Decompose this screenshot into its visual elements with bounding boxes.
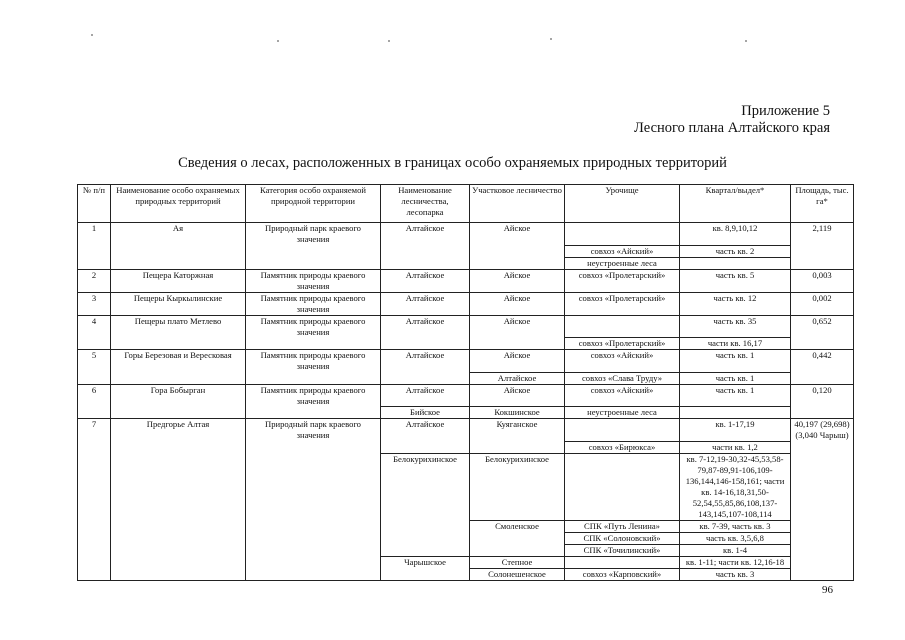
cell-district: Степное (470, 556, 565, 568)
cell-district: Белокурихинское (470, 453, 565, 520)
cell-quarter (680, 257, 791, 269)
cell-district: Айское (470, 384, 565, 407)
header-quarter: Квартал/выдел* (680, 185, 791, 223)
cell-name: Горы Березовая и Вересковая (111, 350, 246, 373)
cell-num: 1 (78, 223, 111, 246)
page-title: Сведения о лесах, расположенных в границах особо охраняемых природных территорий (178, 155, 727, 171)
header-category: Категория особо охраняемой природной территории (246, 185, 381, 223)
cell-category: Природный парк краевого значения (246, 419, 381, 442)
table-row (78, 315, 854, 338)
header-area: Площадь, тыс. га* (791, 185, 854, 223)
appendix-line-1: Приложение 5 (741, 103, 830, 119)
table-row (78, 257, 854, 269)
table-row (78, 556, 854, 568)
cell-quarter: часть кв. 5 (680, 269, 791, 292)
table-row (78, 292, 854, 315)
cell-forestry: Алтайское (381, 223, 470, 246)
cell-num: 2 (78, 269, 111, 292)
scan-speck (277, 40, 279, 42)
table-row (78, 453, 854, 520)
cell-quarter: части кв. 16,17 (680, 338, 791, 350)
scan-speck (550, 38, 552, 40)
cell-tract (565, 315, 680, 338)
cell-tract: совхоз «Айский» (565, 245, 680, 257)
table-header-row (78, 185, 854, 223)
cell-tract: совхоз «Слава Труду» (565, 372, 680, 384)
cell-quarter: кв. 1-17,19 (680, 419, 791, 442)
table-row (78, 544, 854, 556)
table-row (78, 245, 854, 257)
cell-tract: СПК «Солоновский» (565, 532, 680, 544)
cell-name: Гора Бобырган (111, 384, 246, 407)
table-row (78, 384, 854, 407)
table-row (78, 372, 854, 384)
header-tract: Урочище (565, 185, 680, 223)
cell-area: 2,119 (791, 223, 854, 246)
scan-speck (745, 40, 747, 42)
cell-tract (565, 453, 680, 520)
cell-name: Пещеры плато Метлево (111, 315, 246, 338)
appendix-heading (634, 103, 830, 137)
cell-tract (565, 419, 680, 442)
scan-speck (91, 34, 93, 36)
cell-quarter: кв. 1-11; части кв. 12,16-18 (680, 556, 791, 568)
cell-quarter (680, 407, 791, 419)
cell-tract: СПК «Путь Ленина» (565, 520, 680, 532)
cell-district: Айское (470, 269, 565, 292)
cell-forestry: Алтайское (381, 350, 470, 373)
cell-tract: совхоз «Карповский» (565, 568, 680, 580)
cell-tract (565, 556, 680, 568)
page-number: 96 (822, 584, 833, 596)
cell-category: Памятник природы краевого значения (246, 384, 381, 407)
table-row (78, 350, 854, 373)
cell-forestry: Алтайское (381, 419, 470, 442)
protected-areas-table (77, 184, 854, 581)
cell-num: 4 (78, 315, 111, 338)
cell-tract: совхоз «Бирюкса» (565, 441, 680, 453)
cell-tract: совхоз «Айский» (565, 350, 680, 373)
header-num: № п/п (78, 185, 111, 223)
cell-district: Смоленское (470, 520, 565, 532)
table-row (78, 338, 854, 350)
cell-area: 0,002 (791, 292, 854, 315)
cell-name: Предгорье Алтая (111, 419, 246, 442)
cell-name: Пещера Каторжная (111, 269, 246, 292)
cell-quarter: кв. 7-39, часть кв. 3 (680, 520, 791, 532)
cell-district: Кокшинское (470, 407, 565, 419)
cell-district: Айское (470, 223, 565, 246)
table-row (78, 407, 854, 419)
cell-tract: совхоз «Пролетарский» (565, 338, 680, 350)
cell-forestry: Белокурихинское (381, 453, 470, 520)
cell-quarter: часть кв. 1 (680, 372, 791, 384)
cell-name: Пещеры Кыркылинские (111, 292, 246, 315)
cell-district: Айское (470, 315, 565, 338)
header-district: Участковое лесничество (470, 185, 565, 223)
table-row (78, 419, 854, 442)
cell-forestry: Чарышское (381, 556, 470, 568)
cell-district: Куяганское (470, 419, 565, 442)
cell-district: Айское (470, 292, 565, 315)
cell-name: Ая (111, 223, 246, 246)
cell-tract: совхоз «Пролетарский» (565, 292, 680, 315)
cell-quarter: часть кв. 2 (680, 245, 791, 257)
cell-tract: неустроенные леса (565, 407, 680, 419)
cell-district: Айское (470, 350, 565, 373)
cell-quarter: части кв. 1,2 (680, 441, 791, 453)
cell-area: 0,442 (791, 350, 854, 373)
cell-area: 0,003 (791, 269, 854, 292)
table-row (78, 532, 854, 544)
cell-quarter: часть кв. 3,5,6,8 (680, 532, 791, 544)
cell-category: Природный парк краевого значения (246, 223, 381, 246)
cell-quarter: часть кв. 35 (680, 315, 791, 338)
cell-num: 5 (78, 350, 111, 373)
cell-area: 0,652 (791, 315, 854, 338)
cell-num: 7 (78, 419, 111, 442)
cell-category: Памятник природы краевого значения (246, 350, 381, 373)
cell-num: 3 (78, 292, 111, 315)
cell-quarter: кв. 7-12,19-30,32-45,53,58-79,87-89,91-106,109-136,144,146-158,161; части кв. 14-16,18,31,50-52,54,55,85,86,108,137-143,145,107-108,114 (680, 453, 791, 520)
cell-category: Памятник природы краевого значения (246, 269, 381, 292)
cell-district: Алтайское (470, 372, 565, 384)
table-row (78, 269, 854, 292)
cell-category: Памятник природы краевого значения (246, 315, 381, 338)
cell-forestry: Алтайское (381, 315, 470, 338)
scan-speck (388, 40, 390, 42)
cell-forestry: Алтайское (381, 269, 470, 292)
cell-quarter: часть кв. 3 (680, 568, 791, 580)
cell-quarter: кв. 8,9,10,12 (680, 223, 791, 246)
cell-tract: совхоз «Айский» (565, 384, 680, 407)
cell-category: Памятник природы краевого значения (246, 292, 381, 315)
cell-district: Солонешенское (470, 568, 565, 580)
table-row (78, 520, 854, 532)
table-row (78, 223, 854, 246)
cell-quarter: часть кв. 1 (680, 350, 791, 373)
cell-tract (565, 223, 680, 246)
cell-tract: СПК «Точилинский» (565, 544, 680, 556)
header-forestry: Наименование лесничества, лесопарка (381, 185, 470, 223)
cell-tract: совхоз «Пролетарский» (565, 269, 680, 292)
table-row (78, 441, 854, 453)
table-row (78, 568, 854, 580)
cell-forestry: Алтайское (381, 384, 470, 407)
cell-forestry: Алтайское (381, 292, 470, 315)
cell-quarter: часть кв. 12 (680, 292, 791, 315)
cell-forestry: Бийское (381, 407, 470, 419)
header-name: Наименование особо охраняемых природных территорий (111, 185, 246, 223)
cell-area: 40,197 (29,698) (3,040 Чарыш) (791, 419, 854, 581)
cell-tract: неустроенные леса (565, 257, 680, 269)
cell-area: 0,120 (791, 384, 854, 407)
cell-quarter: часть кв. 1 (680, 384, 791, 407)
appendix-line-2: Лесного плана Алтайского края (634, 120, 830, 136)
cell-num: 6 (78, 384, 111, 407)
cell-quarter: кв. 1-4 (680, 544, 791, 556)
